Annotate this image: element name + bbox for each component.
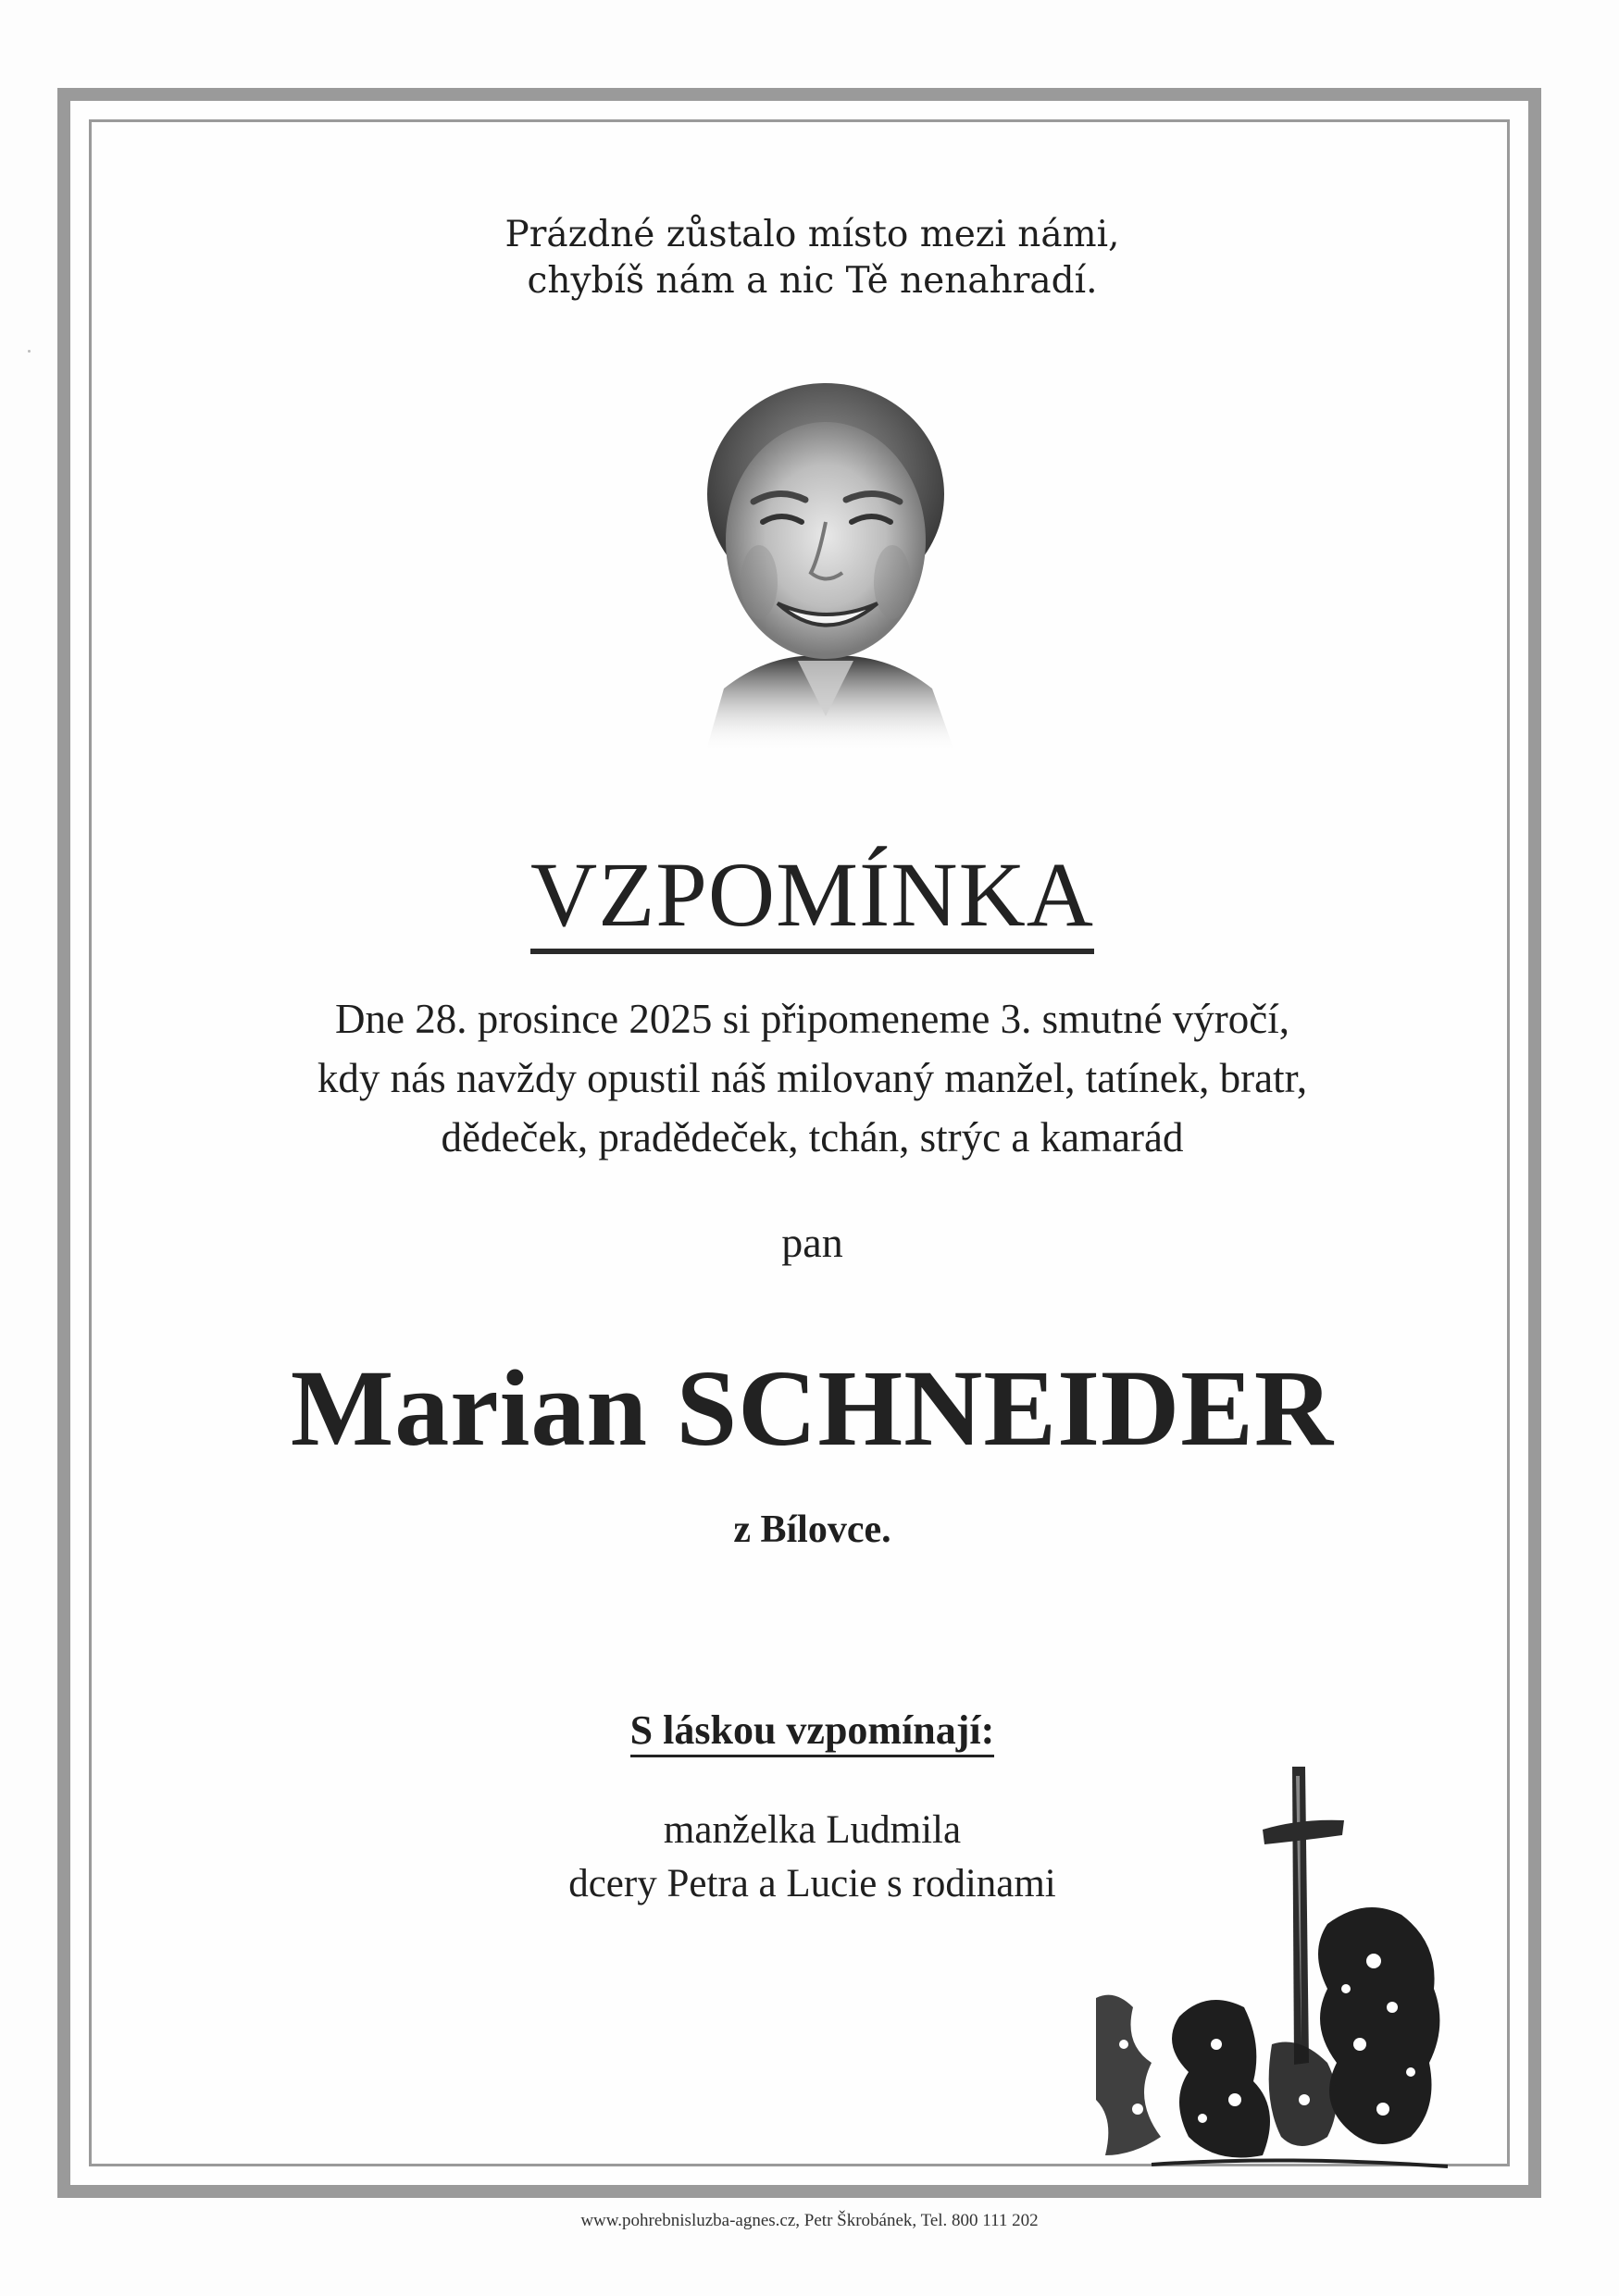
scan-speck xyxy=(28,350,31,353)
deceased-origin: z Bílovce. xyxy=(733,1508,891,1551)
mourner-line-1: manželka Ludmila xyxy=(663,1808,962,1852)
funeral-service-footer: www.pohrebnisluzba-agnes.cz, Petr Škrobánek, Tel. 800 111 202 xyxy=(580,2211,1039,2230)
cross-illustration xyxy=(1096,1767,1448,2169)
mourners-heading-text: S láskou vzpomínají: xyxy=(630,1707,995,1757)
quote-line-1: Prázdné zůstalo místo mezi námi, xyxy=(504,214,1120,255)
announcement-line-2: kdy nás navždy opustil náš milovaný manžel, tatínek, bratr, xyxy=(317,1055,1308,1101)
quote-line-2: chybíš nám a nic Tě nenahradí. xyxy=(527,260,1098,302)
notice-frame xyxy=(57,88,1541,2198)
announcement-line-3: dědeček, pradědeček, tchán, strýc a kamarád xyxy=(441,1114,1184,1160)
honorific: pan xyxy=(781,1219,843,1266)
notice-content xyxy=(70,101,1554,2211)
mourners-heading xyxy=(70,1706,1554,1754)
announcement-line-1: Dne 28. prosince 2025 si připomeneme 3. smutné výročí, xyxy=(334,996,1290,1042)
memorial-quote xyxy=(70,212,1554,304)
announcement-text xyxy=(70,989,1554,1167)
portrait-photo xyxy=(687,383,965,753)
heading-text: VZPOMÍNKA xyxy=(530,843,1094,954)
mourner-line-2: dcery Petra a Lucie s rodinami xyxy=(568,1862,1056,1905)
deceased-name: Marian SCHNEIDER xyxy=(290,1347,1335,1469)
notice-heading xyxy=(70,841,1554,954)
